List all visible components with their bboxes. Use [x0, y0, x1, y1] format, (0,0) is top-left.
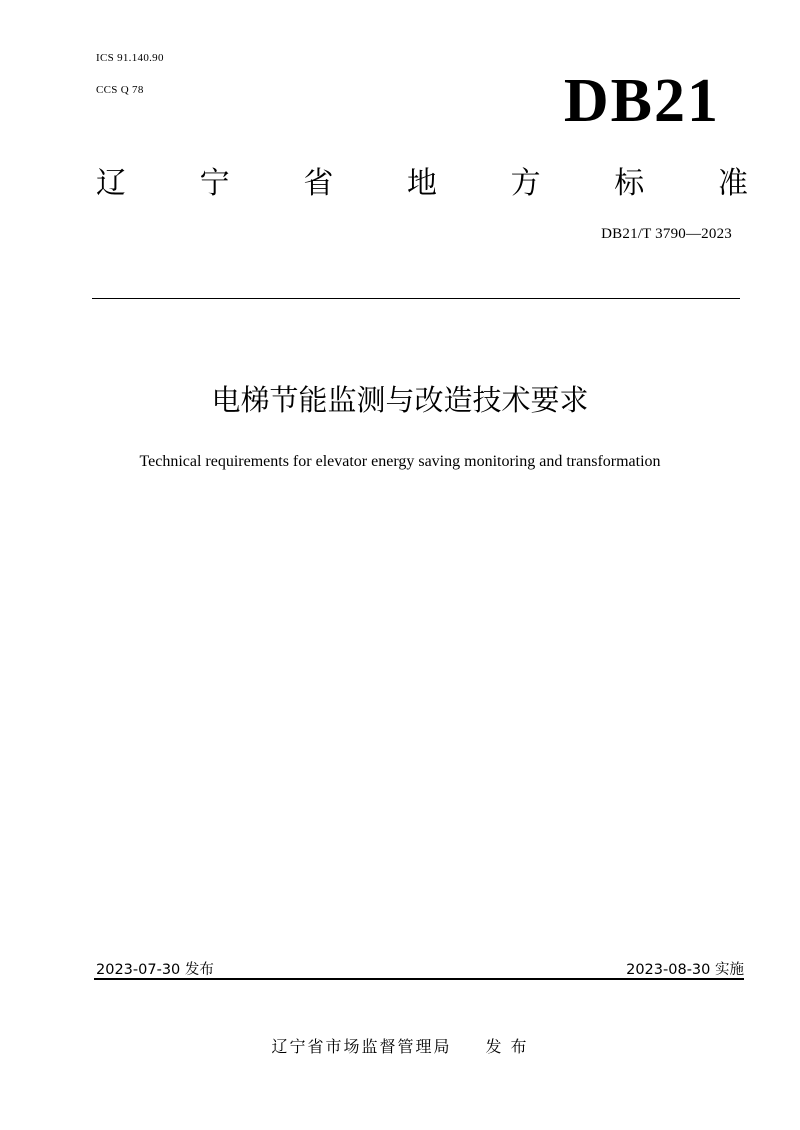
- standard-type-char: 准: [717, 166, 748, 201]
- ics-code: ICS 91.140.90: [96, 52, 164, 64]
- standard-type-char: 省: [303, 166, 334, 201]
- issuer-line: [0, 1034, 800, 1057]
- issuer-organization: 辽宁省市场监督管理局: [271, 1037, 452, 1056]
- standard-number: DB21/T 3790—2023: [601, 226, 732, 242]
- implement-date: 2023-08-30 实施: [626, 962, 744, 978]
- title-english: Technical requirements for elevator energy saving monitoring and transformation: [139, 453, 661, 470]
- standard-type-char: 宁: [199, 166, 230, 201]
- standard-type-heading: [96, 166, 748, 202]
- standard-type-char: 方: [510, 166, 541, 201]
- standard-type-char: 辽: [96, 166, 126, 201]
- standard-logo: DB21: [563, 67, 720, 135]
- ccs-code: CCS Q 78: [96, 84, 144, 96]
- publish-date: 2023-07-30 发布: [96, 962, 214, 978]
- header-divider: [92, 298, 740, 299]
- issuer-action: 发 布: [485, 1037, 529, 1056]
- standard-type-char: 标: [614, 166, 645, 201]
- title-chinese: 电梯节能监测与改造技术要求: [211, 383, 589, 417]
- standard-type-char: 地: [406, 166, 437, 201]
- footer-divider: [94, 978, 744, 980]
